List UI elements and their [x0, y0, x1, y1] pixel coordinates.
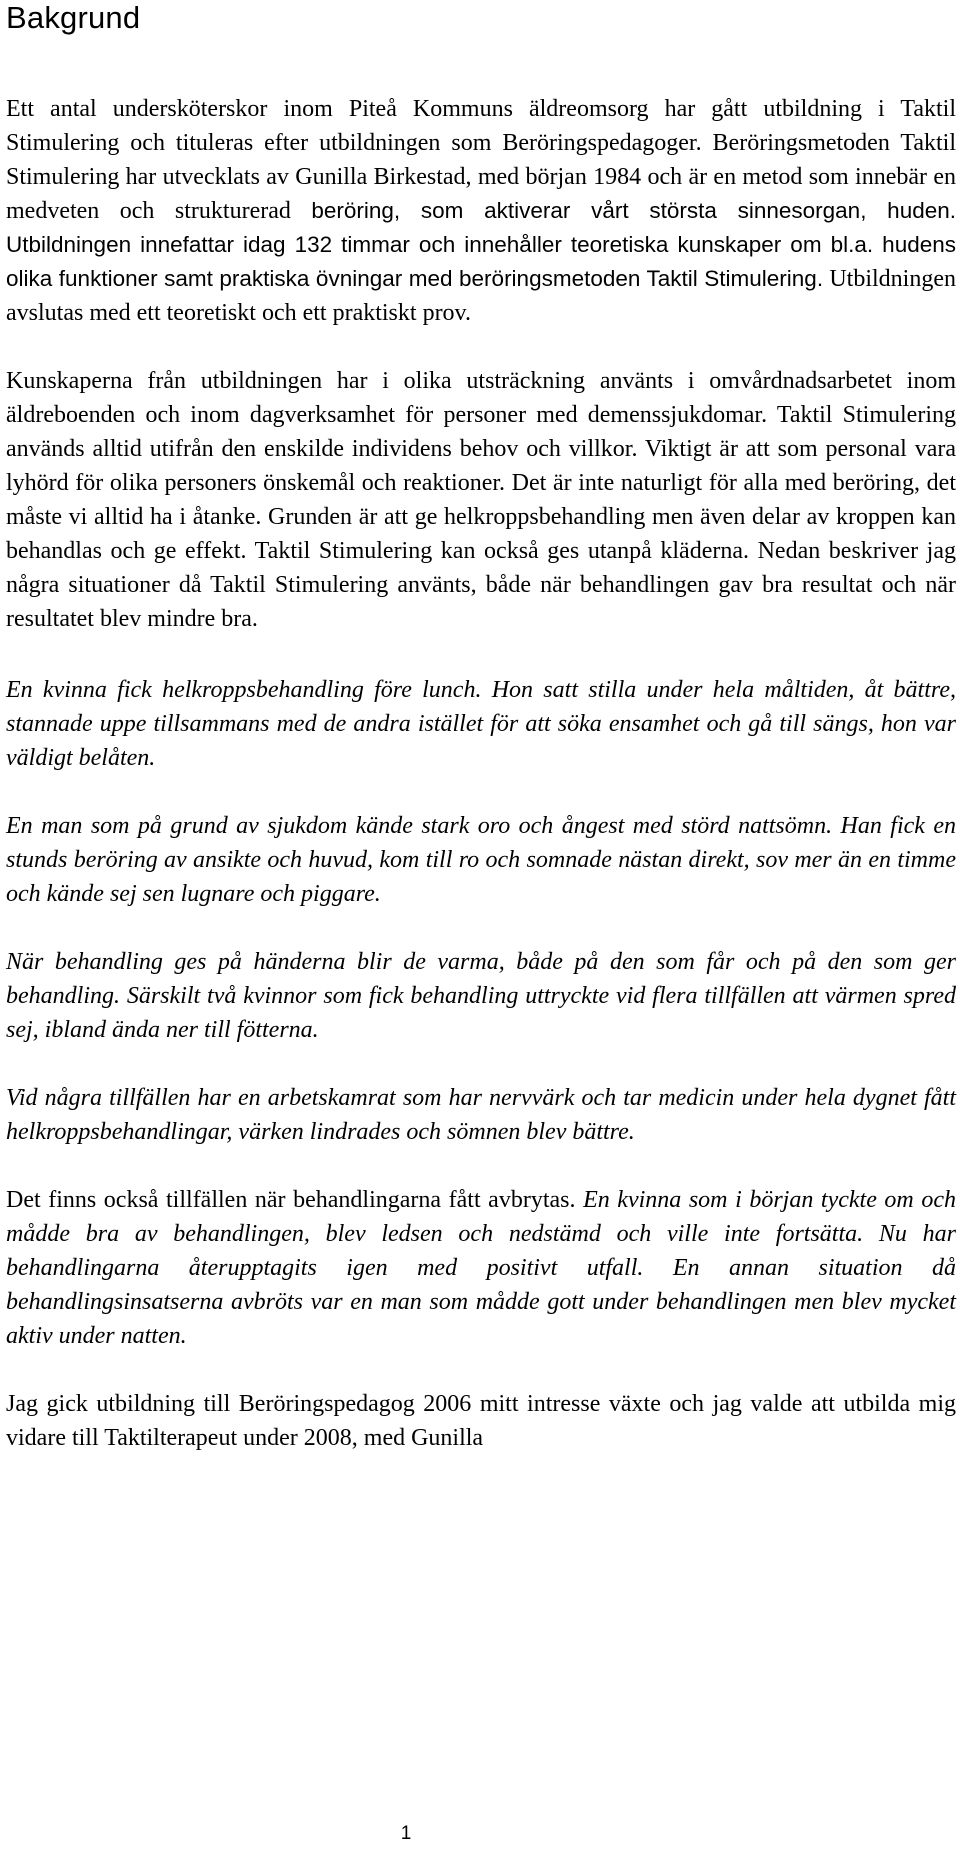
paragraph-background-part-3: Utbildningen avslutas med ett teoretiskt och ett praktiskt prov.	[6, 266, 956, 326]
page-number: 1	[400, 1823, 412, 1844]
paragraph-interrupted-cases: En kvinna som i början tyckte om och mådde bra av behandlingen, blev ledsen och nedstämd och ville inte fortsätta. Nu har behandlingarna återupptagits igen med positivt utfall. En annan situation då behandlingsinsatserna avbröts var en man som mådde gott under behandlingen men blev mycket aktiv under natten.	[6, 1187, 956, 1349]
paragraph-case-hands: När behandling ges på händerna blir de varma, både på den som får och på den som ger behandling. Särskilt två kvinnor som fick behandling uttryckte vid flera tillfällen att värmen spred sej, ibland ända ner till fötterna.	[6, 949, 956, 1043]
paragraph-case-lunch: En kvinna fick helkroppsbehandling före lunch. Hon satt stilla under hela måltiden, åt bättre, stannade uppe tillsammans med de andra istället för att söka ensamhet och gå till sängs, hon var väldigt belåten.	[6, 677, 956, 771]
paragraph-interrupted	[6, 1183, 956, 1353]
paragraph-background-part-1: Ett antal undersköterskor inom Piteå Kommuns äldreomsorg har gått utbildning i Taktil Stimulering och tituleras efter utbildningen som Beröringspedagoger. Beröringsmetoden Taktil Stimulering har utvecklats av Gunilla Birkestad, med början 1984 och är en metod som innebär en medveten och strukturerad	[6, 96, 956, 224]
paragraph-usage: Kunskaperna från utbildningen har i olika utsträckning använts i omvårdnadsarbetet inom äldreboenden och inom dagverksamhet för personer med demenssjukdomar. Taktil Stimulering används alltid utifrån den enskilde individens behov och villkor. Viktigt är att som personal vara lyhörd för olika personers önskemål och reaktioner. Det är inte naturligt för alla med beröring, det måste vi alltid ha i åtanke. Grunden är att ge helkroppsbehandling men även delar av kroppen kan behandlas och ge effekt. Taktil Stimulering kan också ges utanpå kläderna. Nedan beskriver jag några situationer då Taktil Stimulering använts, både när behandlingen gav bra resultat och när resultatet blev mindre bra.	[6, 368, 956, 632]
document-body	[6, 92, 956, 1489]
paragraph-case-anxiety: En man som på grund av sjukdom kände stark oro och ångest med störd nattsömn. Han fick en stunds beröring av ansikte och huvud, kom till ro och somnade nästan direkt, sov mer än en timme och kände sej sen lugnare och piggare.	[6, 813, 956, 907]
paragraph-background-part-2: beröring, som aktiverar vårt största sinnesorgan, huden. Utbildningen innefattar idag 132 timmar och innehåller teoretiska kunskaper om bl.a. hudens olika funktioner samt praktiska övningar med beröringsmetoden Taktil Stimulering.	[6, 198, 956, 291]
section-heading: Bakgrund	[6, 0, 141, 35]
paragraph-case-colleague: Vid några tillfällen har en arbetskamrat som har nervvärk och tar medicin under hela dygnet fått helkroppsbehandlingar, värken lindrades och sömnen blev bättre.	[6, 1085, 956, 1145]
paragraph-background	[6, 92, 956, 330]
paragraph-education: Jag gick utbildning till Beröringspedagog 2006 mitt intresse växte och jag valde att utbilda mig vidare till Taktilterapeut under 2008, med Gunilla	[6, 1391, 956, 1451]
paragraph-interrupted-intro: Det finns också tillfällen när behandlingarna fått avbrytas.	[6, 1187, 584, 1213]
